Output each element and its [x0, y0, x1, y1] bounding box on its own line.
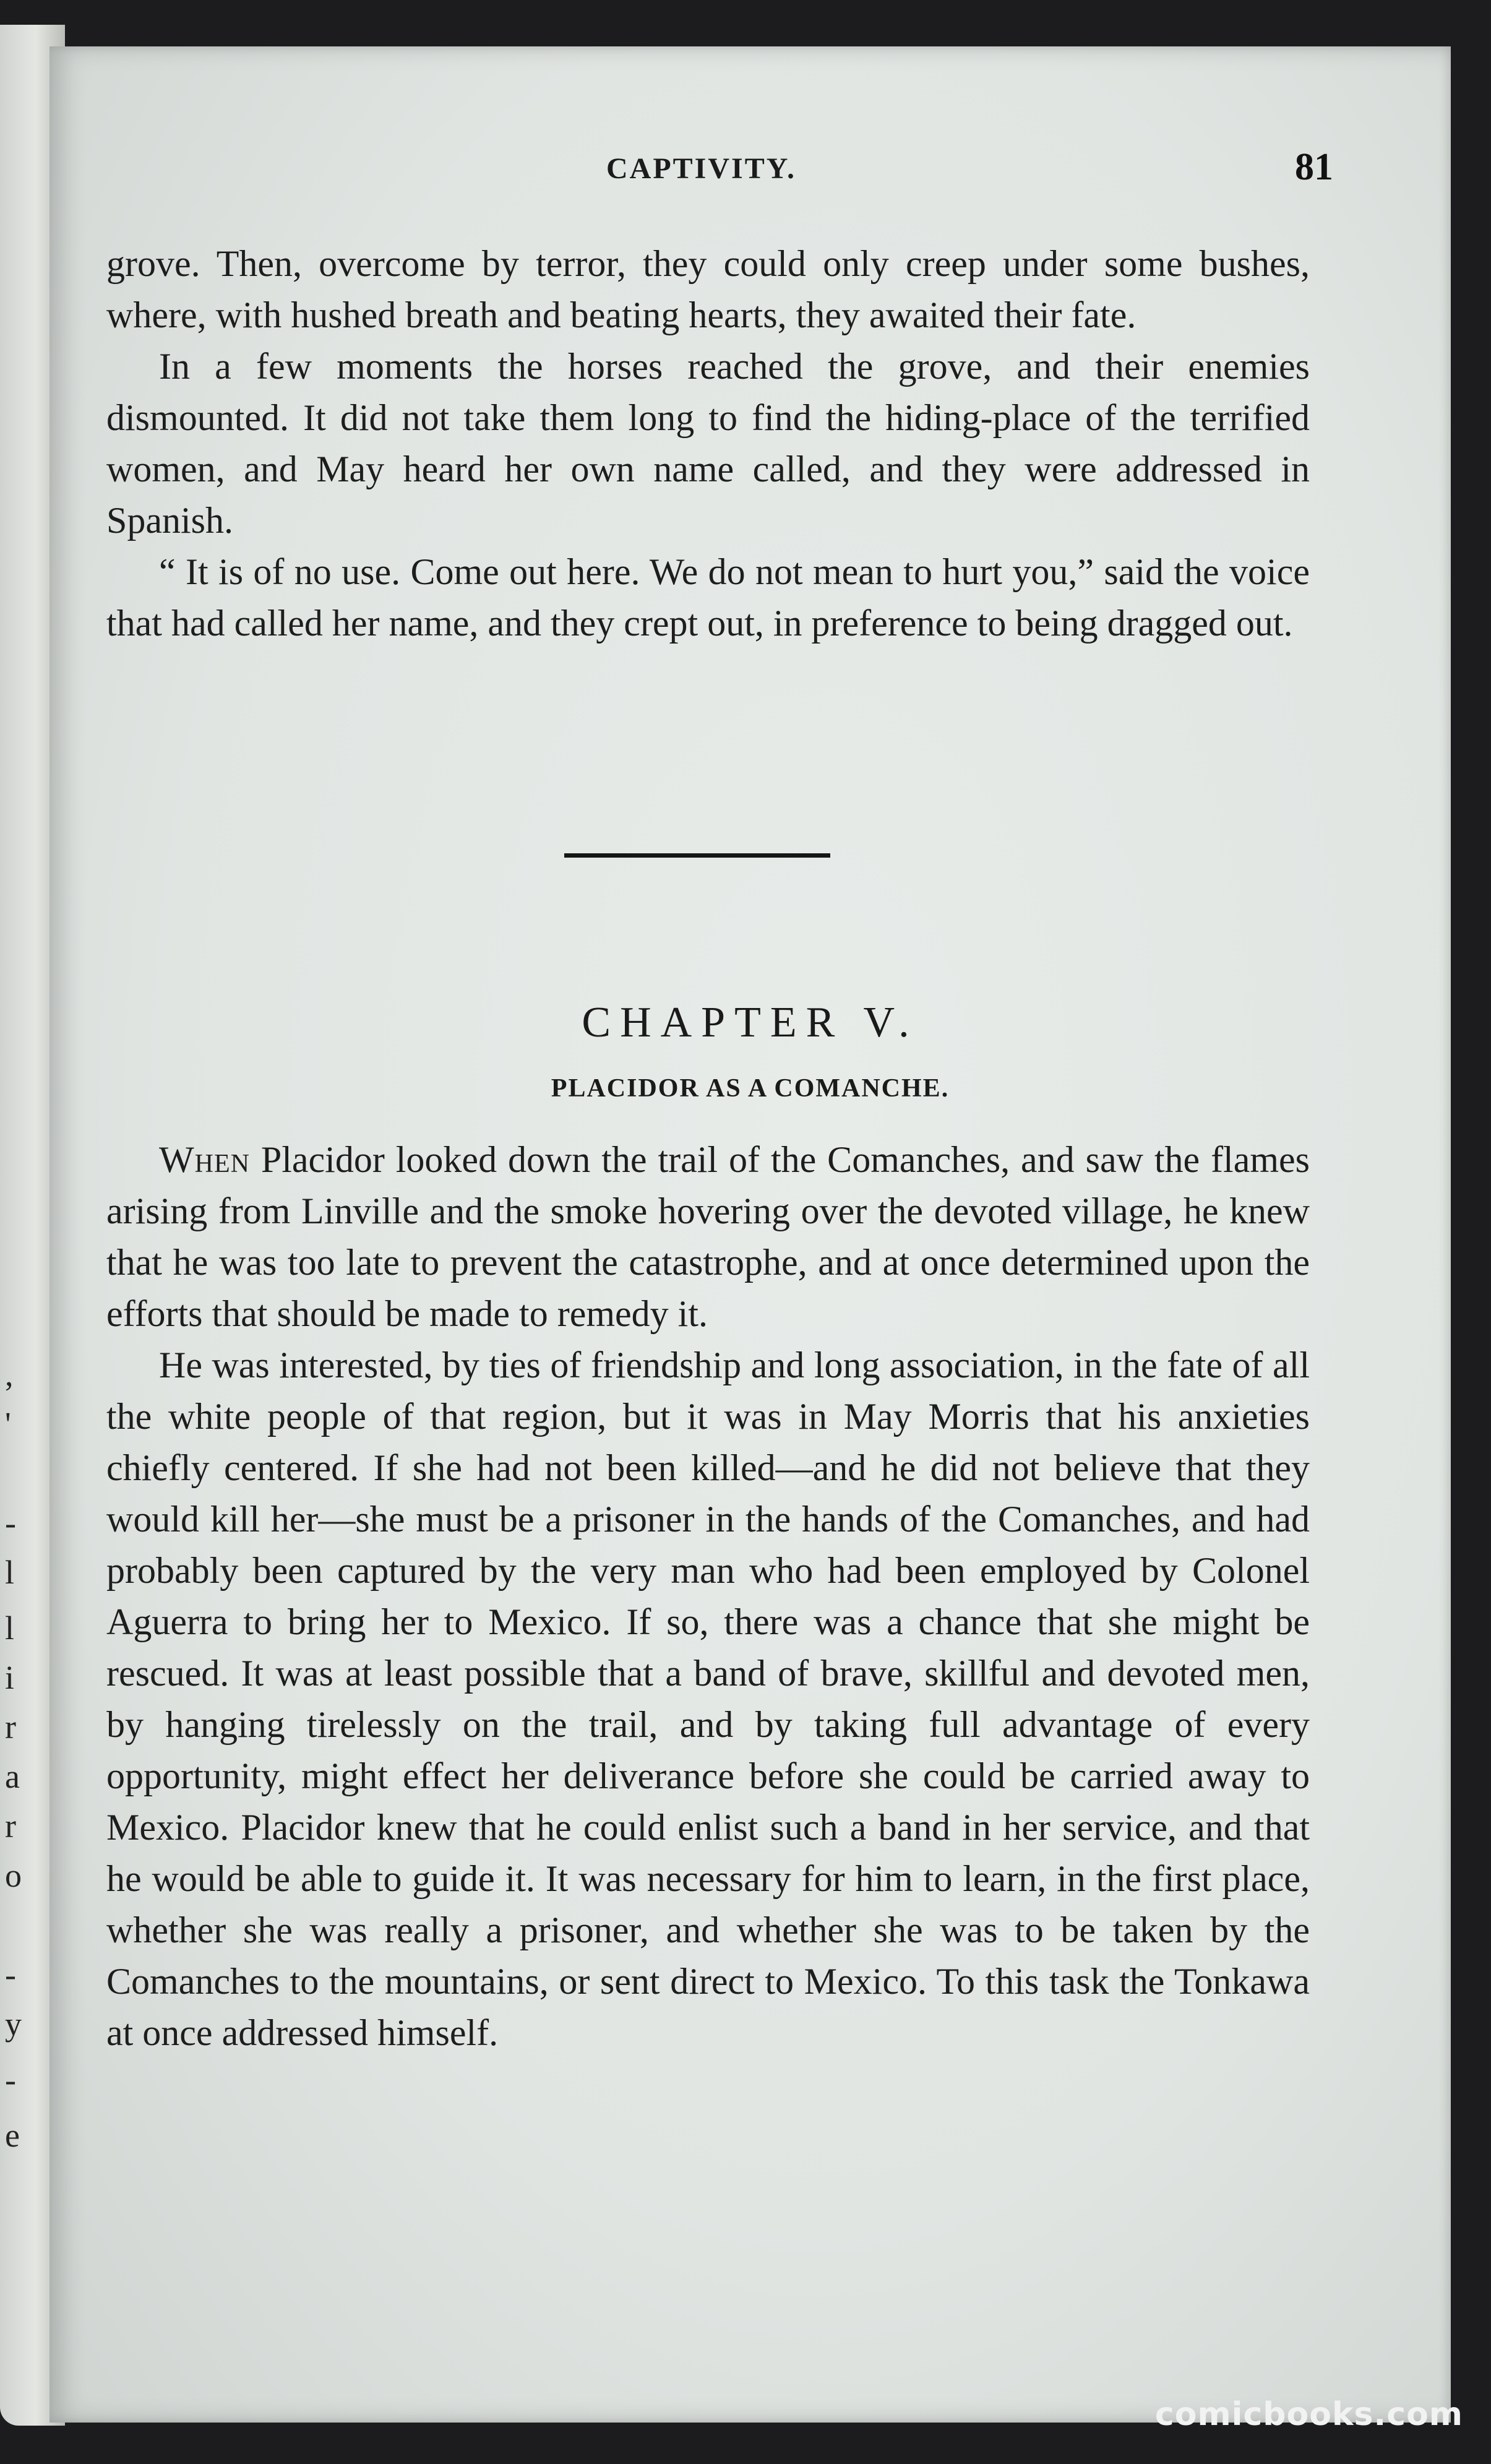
edge-char: '	[5, 1405, 11, 1442]
edge-char: e	[5, 2117, 20, 2154]
edge-char: a	[5, 1758, 20, 1795]
text-block-bottom	[106, 1134, 1310, 2059]
page-number: 81	[1295, 146, 1333, 188]
edge-char: -	[5, 1504, 16, 1541]
edge-char: r	[5, 1708, 16, 1746]
edge-char: -	[5, 1956, 16, 1993]
paragraph: grove. Then, overcome by terror, they could only creep under some bushes, where, with hushed breath and beating hearts, they awaited their fate.	[106, 243, 1310, 335]
edge-char: l	[5, 1554, 15, 1591]
edge-char: i	[5, 1659, 15, 1696]
edge-char: r	[5, 1807, 16, 1845]
paragraph: He was interested, by ties of friendship and long association, in the fate of all the white people of that region, but it was in May Morris that his anxieties chiefly centered. If she had not been killed—and he did not believe that they would kill her—she must be a prisoner in the hands of the Comanches, and had probably been captured by the very man who had been employed by Colonel Aguerra to bring her to Mexico. If so, there was a chance that she might be rescued. It was at least possible that a band of brave, skillful and devoted men, by hanging tirelessly on the trail, and by taking full advantage of every opportunity, might effect her deliverance before she could be carried away to Mexico. Placidor knew that he could enlist such a band in her service, and that he would be able to guide it. It was necessary for him to learn, in the first place, whether she was really a prisoner, and whether she was to be taken by the Comanches to the mountains, or sent direct to Mexico. To this task the Tonkawa at once addressed himself.	[106, 1345, 1310, 2053]
chapter-title: CHAPTER V.	[582, 999, 919, 1046]
paragraph: “ It is of no use. Come out here. We do not mean to hurt you,” said the voice that had called her name, and they crept out, in preference to being dragged out.	[106, 551, 1310, 644]
watermark: comicbooks.com	[1154, 2396, 1463, 2433]
edge-char: -	[5, 2061, 16, 2098]
edge-char: y	[5, 2005, 22, 2043]
paragraph-text: Placidor looked down the trail of the Comanches, and saw the flames arising from Linville and the smoke hovering over the devoted village, he knew that he was too late to prevent the catastrophe, and at once determined upon the efforts that should be made to remedy it.	[106, 1139, 1310, 1334]
chapter-subtitle: PLACIDOR AS A COMANCHE.	[551, 1074, 950, 1103]
edge-char: o	[5, 1857, 22, 1894]
paragraph	[106, 1134, 1310, 1340]
page-header	[49, 145, 1451, 201]
running-head: CAPTIVITY.	[606, 152, 796, 185]
edge-char: l	[5, 1609, 15, 1647]
paragraph: In a few moments the horses reached the grove, and their enemies dismounted. It did not take them long to find the hiding-place of the terrified women, and May heard her own name called, and they were addressed in Spanish.	[106, 346, 1310, 541]
book-page	[49, 46, 1451, 2423]
lead-word: When	[159, 1139, 250, 1180]
edge-char: ,	[5, 1356, 14, 1393]
text-block-top	[106, 238, 1310, 649]
section-divider	[564, 853, 830, 858]
